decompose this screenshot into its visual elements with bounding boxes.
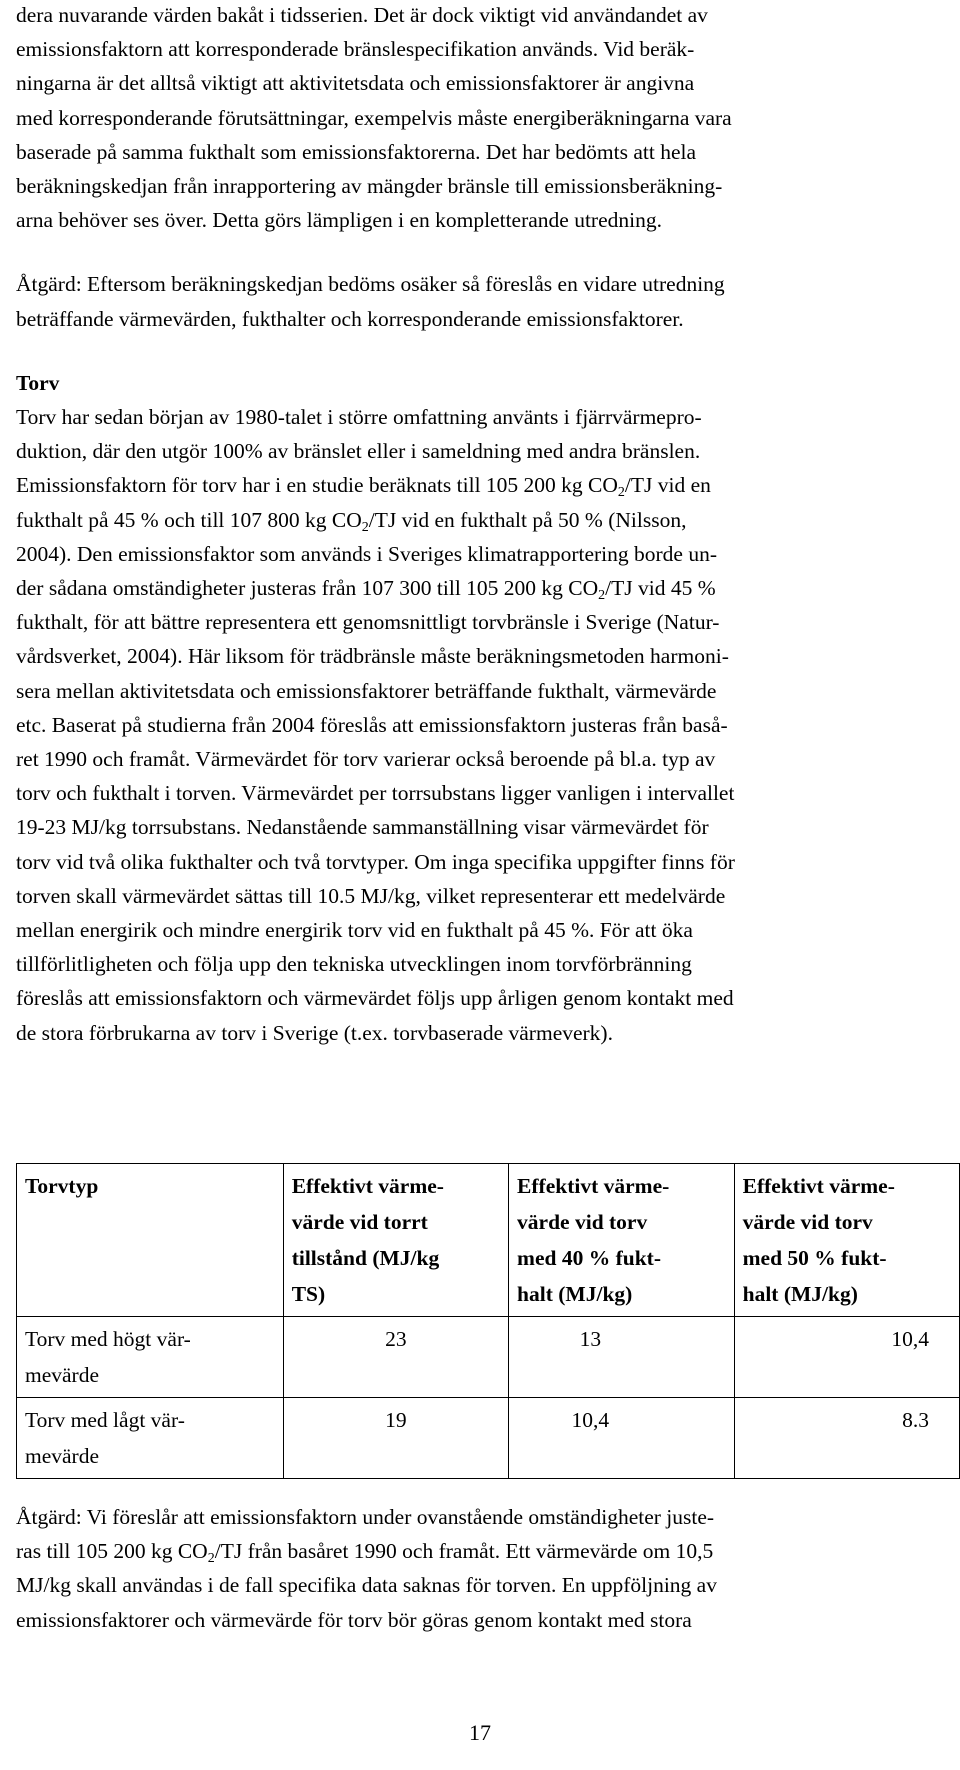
value-cell-dry: 23 bbox=[283, 1317, 508, 1398]
header-line: tillstånd (MJ/kg bbox=[291, 1246, 440, 1270]
header-line: med 50 % fukt- bbox=[742, 1246, 887, 1270]
text-line: baserade på samma fukthalt som emissionsfaktorerna. Det har bedömts att hela bbox=[16, 139, 697, 164]
subscript: 2 bbox=[361, 519, 369, 535]
subscript: 2 bbox=[598, 588, 606, 604]
text-line: sera mellan aktivitetsdata och emissionsfaktorer beträffande fukthalt, värmevärde bbox=[16, 678, 717, 703]
text-line: torven skall värmevärdet sättas till 10.5 MJ/kg, vilket representerar ett medelvärde bbox=[16, 883, 726, 908]
header-line: med 40 % fukt- bbox=[517, 1246, 661, 1270]
text-line: duktion, där den utgör 100% av bränslet eller i sameldning med andra bränslen. bbox=[16, 439, 701, 464]
label-line: mevärde bbox=[25, 1444, 100, 1468]
table-row bbox=[17, 1317, 960, 1398]
text-line: ningarna är det alltså viktigt att aktivitetsdata och emissionsfaktorer är angivna bbox=[16, 71, 695, 96]
header-line: halt (MJ/kg) bbox=[517, 1282, 633, 1306]
table-header-row bbox=[17, 1164, 960, 1317]
header-line: Torvtyp bbox=[25, 1174, 99, 1198]
intro-paragraph bbox=[16, 0, 942, 237]
text-line: de stora förbrukarna av torv i Sverige (t.ex. torvbaserade värmeverk). bbox=[16, 1020, 613, 1045]
text-fragment: der sådana omständigheter justeras från 107 300 till 105 200 kg CO bbox=[16, 576, 599, 601]
table-header-cell bbox=[17, 1164, 284, 1317]
header-line: värde vid torv bbox=[742, 1210, 873, 1234]
torv-paragraph bbox=[16, 400, 942, 1050]
text-fragment: /TJ vid en bbox=[624, 473, 711, 498]
text-line: Åtgärd: Vi föreslår att emissionsfaktorn under ovanstående omständigheter juste- bbox=[16, 1505, 715, 1529]
header-line: Effektivt värme- bbox=[742, 1174, 895, 1198]
text-line: vårdsverket, 2004). Här liksom för trädbränsle måste beräkningsmetoden harmoni- bbox=[16, 644, 729, 669]
label-line: Torv med lågt vär- bbox=[25, 1408, 185, 1432]
text-fragment: fukthalt på 45 % och till 107 800 kg CO bbox=[16, 507, 362, 532]
row-label-cell bbox=[17, 1317, 284, 1398]
value-cell-50: 8.3 bbox=[734, 1398, 959, 1479]
header-line: halt (MJ/kg) bbox=[742, 1282, 858, 1306]
text-line bbox=[16, 1534, 932, 1568]
page-number: 17 bbox=[469, 1720, 491, 1745]
text-line: Åtgärd: Eftersom beräkningskedjan bedöms osäker så föreslås en vidare utredning bbox=[16, 272, 725, 297]
text-line: torv vid två olika fukthalter och två torvtyper. Om inga specifika uppgifter finns för bbox=[16, 849, 735, 874]
header-line: Effektivt värme- bbox=[517, 1174, 670, 1198]
text-line: ret 1990 och framåt. Värmevärdet för torv varierar också beroende på bl.a. typ av bbox=[16, 747, 716, 772]
text-fragment: /TJ vid en fukthalt på 50 % (Nilsson, bbox=[368, 507, 687, 532]
table-header-cell bbox=[283, 1164, 508, 1317]
text-line: arna behöver ses över. Detta görs lämpligen i en kompletterande utredning. bbox=[16, 208, 662, 233]
text-line: emissionsfaktorer och värmevärde för torv bör göras genom kontakt med stora bbox=[16, 1607, 692, 1632]
action-2-text bbox=[16, 1500, 932, 1637]
document-page bbox=[16, 0, 942, 1468]
text-line: emissionsfaktorn att korresponderade bränslespecifikation används. Vid beräk- bbox=[16, 37, 695, 62]
label-line: Torv med högt vär- bbox=[25, 1327, 191, 1351]
subscript: 2 bbox=[207, 1551, 215, 1567]
text-line: Torv har sedan början av 1980-talet i större omfattning använts i fjärrvärmepro- bbox=[16, 405, 702, 430]
text-line: tillförlitligheten och följa upp den tekniska utvecklingen inom torvförbränning bbox=[16, 952, 692, 977]
text-line: beträffande värmevärden, fukthalter och korresponderande emissionsfaktorer. bbox=[16, 306, 684, 331]
text-line: med korresponderande förutsättningar, exempelvis måste energiberäkningarna vara bbox=[16, 105, 732, 130]
header-line: Effektivt värme- bbox=[291, 1174, 444, 1198]
value-cell-50: 10,4 bbox=[734, 1317, 959, 1398]
peat-heating-value-table bbox=[16, 1163, 960, 1479]
text-line: mellan energirik och mindre energirik torv vid en fukthalt på 45 %. För att öka bbox=[16, 918, 693, 943]
row-label-cell bbox=[17, 1398, 284, 1479]
value-cell-40: 10,4 bbox=[509, 1398, 735, 1479]
text-line: MJ/kg skall användas i de fall specifika data saknas för torven. En uppföljning av bbox=[16, 1573, 717, 1598]
text-fragment: Emissionsfaktorn för torv har i en studie beräknats till 105 200 kg CO bbox=[16, 473, 618, 498]
table-row bbox=[17, 1398, 960, 1479]
header-line: värde vid torv bbox=[517, 1210, 648, 1234]
text-line bbox=[16, 571, 942, 605]
text-fragment: ras till 105 200 kg CO bbox=[16, 1539, 208, 1564]
action-paragraph-1 bbox=[16, 267, 942, 335]
text-line bbox=[16, 503, 942, 537]
text-fragment: /TJ från basåret 1990 och framåt. Ett värmevärde om 10,5 bbox=[214, 1539, 714, 1564]
text-line: dera nuvarande värden bakåt i tidsserien. Det är dock viktigt vid användandet av bbox=[16, 3, 708, 27]
table-header-cell bbox=[734, 1164, 959, 1317]
section-heading-torv: Torv bbox=[16, 370, 60, 395]
subscript: 2 bbox=[617, 485, 625, 501]
text-line: föreslås att emissionsfaktorn och värmevärdet följs upp årligen genom kontakt med bbox=[16, 986, 734, 1011]
text-line: beräkningskedjan från inrapportering av mängder bränsle till emissionsberäkning- bbox=[16, 174, 723, 199]
text-line bbox=[16, 468, 942, 502]
label-line: mevärde bbox=[25, 1363, 100, 1387]
table-header-cell bbox=[509, 1164, 735, 1317]
header-line: värde vid torrt bbox=[291, 1210, 428, 1234]
text-fragment: /TJ vid 45 % bbox=[605, 576, 716, 601]
text-line: 19-23 MJ/kg torrsubstans. Nedanstående sammanställning visar värmevärdet för bbox=[16, 815, 709, 840]
action-paragraph-2 bbox=[16, 1500, 932, 1637]
header-line: TS) bbox=[291, 1282, 326, 1306]
text-line: etc. Baserat på studierna från 2004 föreslås att emissionsfaktorn justeras från baså- bbox=[16, 712, 728, 737]
value-cell-dry: 19 bbox=[283, 1398, 508, 1479]
value-cell-40: 13 bbox=[509, 1317, 735, 1398]
text-line: fukthalt, för att bättre representera ett genomsnittligt torvbränsle i Sverige (Natur- bbox=[16, 610, 720, 635]
text-line: 2004). Den emissionsfaktor som används i Sveriges klimatrapportering borde un- bbox=[16, 541, 717, 566]
text-line: torv och fukthalt i torven. Värmevärdet per torrsubstans ligger vanligen i intervallet bbox=[16, 781, 735, 806]
